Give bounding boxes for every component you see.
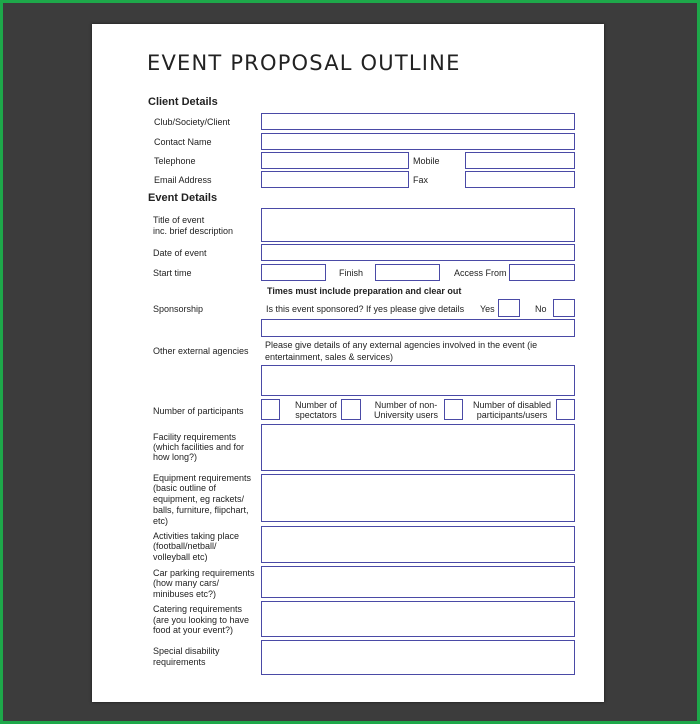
activities-label-line1: Activities taking place: [153, 531, 240, 541]
fax-field[interactable]: [465, 171, 575, 188]
spectators-field[interactable]: [341, 399, 361, 420]
parking-field[interactable]: [261, 566, 575, 598]
event-title-label-line1: Title of event: [153, 215, 205, 225]
disability-field[interactable]: [261, 640, 575, 675]
equipment-label-line5: etc): [153, 516, 169, 526]
facility-label-line2: (which facilities and for: [153, 442, 245, 452]
disabled-label-line1: Number of disabled: [472, 400, 552, 410]
email-field[interactable]: [261, 171, 409, 188]
club-field[interactable]: [261, 113, 575, 130]
agencies-note-line1: Please give details of any external agencies involved in the event (ie: [265, 340, 538, 350]
start-time-label: Start time: [153, 268, 192, 278]
facility-field[interactable]: [261, 424, 575, 471]
disabled-label-line2: participants/users: [476, 410, 548, 420]
access-from-field[interactable]: [509, 264, 575, 281]
spectators-label-line1: Number of: [294, 400, 338, 410]
equipment-label-line2: (basic outline of: [153, 483, 217, 493]
activities-field[interactable]: [261, 526, 575, 563]
non-uni-label-line2: University users: [373, 410, 438, 420]
agencies-field[interactable]: [261, 365, 575, 396]
event-details-heading: Event Details: [148, 192, 218, 204]
participants-field[interactable]: [261, 399, 280, 420]
date-field[interactable]: [261, 244, 575, 261]
catering-label-line1: Catering requirements: [153, 604, 243, 614]
activities-label-line2: (football/netball/: [153, 541, 217, 551]
finish-field[interactable]: [375, 264, 440, 281]
no-checkbox[interactable]: [553, 299, 575, 317]
form-page: [92, 24, 604, 702]
date-label: Date of event: [153, 248, 207, 258]
yes-label: Yes: [480, 304, 495, 314]
equipment-label-line4: balls, furniture, flipchart,: [153, 505, 249, 515]
equipment-field[interactable]: [261, 474, 575, 522]
contact-name-field[interactable]: [261, 133, 575, 150]
facility-label-line3: how long?): [153, 452, 198, 462]
start-time-field[interactable]: [261, 264, 326, 281]
equipment-label-line1: Equipment requirements: [153, 473, 252, 483]
email-label: Email Address: [154, 175, 212, 185]
mobile-label: Mobile: [413, 156, 440, 166]
spectators-label-line2: spectators: [295, 410, 337, 420]
page-title: EVENT PROPOSAL OUTLINE: [147, 51, 461, 75]
access-from-label: Access From: [454, 268, 507, 278]
equipment-label-line3: equipment, eg rackets/: [153, 494, 245, 504]
catering-field[interactable]: [261, 601, 575, 637]
event-title-field[interactable]: [261, 208, 575, 242]
agencies-label: Other external agencies: [153, 346, 249, 356]
telephone-field[interactable]: [261, 152, 409, 169]
sponsorship-label: Sponsorship: [153, 304, 204, 314]
disabled-field[interactable]: [556, 399, 575, 420]
sponsorship-details-field[interactable]: [261, 319, 575, 337]
finish-label: Finish: [339, 268, 364, 278]
disability-label-line1: Special disability: [153, 646, 220, 656]
no-label: No: [535, 304, 547, 314]
sponsored-question: Is this event sponsored? If yes please give details: [266, 304, 465, 314]
agencies-note-line2: entertainment, sales & services): [265, 352, 394, 362]
parking-label-line3: minibuses etc?): [153, 589, 217, 599]
club-label: Club/Society/Client: [154, 117, 231, 127]
mobile-field[interactable]: [465, 152, 575, 169]
client-details-heading: Client Details: [148, 96, 218, 108]
yes-checkbox[interactable]: [498, 299, 520, 317]
catering-label-line2: (are you looking to have: [153, 615, 250, 625]
telephone-label: Telephone: [154, 156, 196, 166]
parking-label-line1: Car parking requirements: [153, 568, 255, 578]
times-note: Times must include preparation and clear out: [267, 286, 462, 296]
catering-label-line3: food at your event?): [153, 625, 234, 635]
activities-label-line3: volleyball etc): [153, 552, 208, 562]
contact-name-label: Contact Name: [154, 137, 212, 147]
facility-label-line1: Facility requirements: [153, 432, 237, 442]
non-uni-field[interactable]: [444, 399, 463, 420]
disability-label-line2: requirements: [153, 657, 206, 667]
parking-label-line2: (how many cars/: [153, 578, 220, 588]
event-title-label-line2: inc. brief description: [153, 226, 234, 236]
fax-label: Fax: [413, 175, 429, 185]
participants-label: Number of participants: [153, 406, 244, 416]
non-uni-label-line1: Number of non-: [374, 400, 438, 410]
